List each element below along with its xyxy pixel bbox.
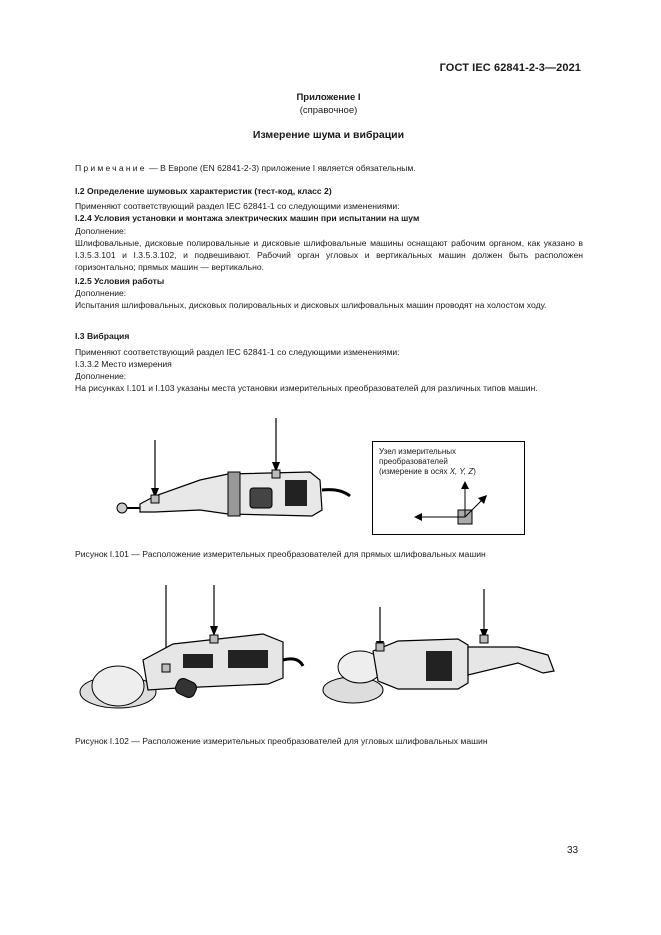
figure-101-caption: Рисунок I.101 — Расположение измерительных преобразователей для прямых шлифовальных машин (75, 549, 486, 559)
axes-diagram (410, 475, 510, 530)
document-code: ГОСТ IEC 62841-2-3—2021 (439, 62, 581, 74)
angle-grinder-left-figure (78, 580, 308, 720)
section-i3-heading: I.3 Вибрация (75, 331, 130, 341)
appendix-heading: Измерение шума и вибрации (252, 129, 405, 141)
addition-label: Дополнение: (75, 288, 127, 298)
legend-line: (измерение в осях X, Y, Z) (379, 467, 476, 476)
legend-line: преобразователей (379, 457, 448, 466)
addition-label: Дополнение: (75, 371, 127, 381)
appendix-subtitle: (справочное) (299, 105, 358, 116)
subsection-i25-heading: I.2.5 Условия работы (75, 276, 165, 286)
angle-grinder-right-figure (318, 585, 558, 710)
section-i2-paragraph-2: Шлифовальные, дисковые полировальные и дисковые шлифовальные машины оснащают рабочим органом, как указано в I.3.5.3.101 и I.3.5.3.102, и подвешивают. Рабочий орган угловых и вертикальных машин должен быть расположен горизонтально; прямых машин — вертикально. (75, 238, 583, 272)
subsection-i332-heading: I.3.3.2 Место измерения (75, 359, 172, 369)
addition-label: Дополнение: (75, 226, 127, 236)
note (75, 162, 583, 174)
appendix-title: Приложение I (296, 92, 361, 103)
subsection-i24-heading: I.2.4 Условия установки и монтажа электрических машин при испытании на шум (75, 213, 420, 223)
figure-102-caption: Рисунок I.102 — Расположение измерительных преобразователей для угловых шлифовальных машин (75, 736, 488, 746)
legend-axes: X, Y, Z (449, 467, 474, 476)
page-number: 33 (567, 845, 579, 856)
straight-grinder-figure (100, 410, 360, 530)
note-label: Примечание (75, 163, 147, 173)
section-i2-paragraph-1: Применяют соответствующий раздел IEC 62841-1 со следующими изменениями: (75, 201, 400, 211)
section-i3-paragraph-2: На рисунках I.101 и I.103 указаны места установки измерительных преобразователей для различных типов машин. (75, 383, 538, 393)
transducer-legend-text (379, 447, 519, 477)
legend-line: Узел измерительных (379, 447, 457, 456)
section-i2-paragraph-3: Испытания шлифовальных, дисковых полировальных и дисковых шлифовальных машин проводят на холостом ходу. (75, 300, 547, 310)
section-i2-heading: I.2 Определение шумовых характеристик (тест-код, класс 2) (75, 186, 332, 196)
section-i3-paragraph-1: Применяют соответствующий раздел IEC 62841-1 со следующими изменениями: (75, 347, 400, 357)
note-text: — В Европе (EN 62841-2-3) приложение I является обязательным. (146, 163, 416, 173)
